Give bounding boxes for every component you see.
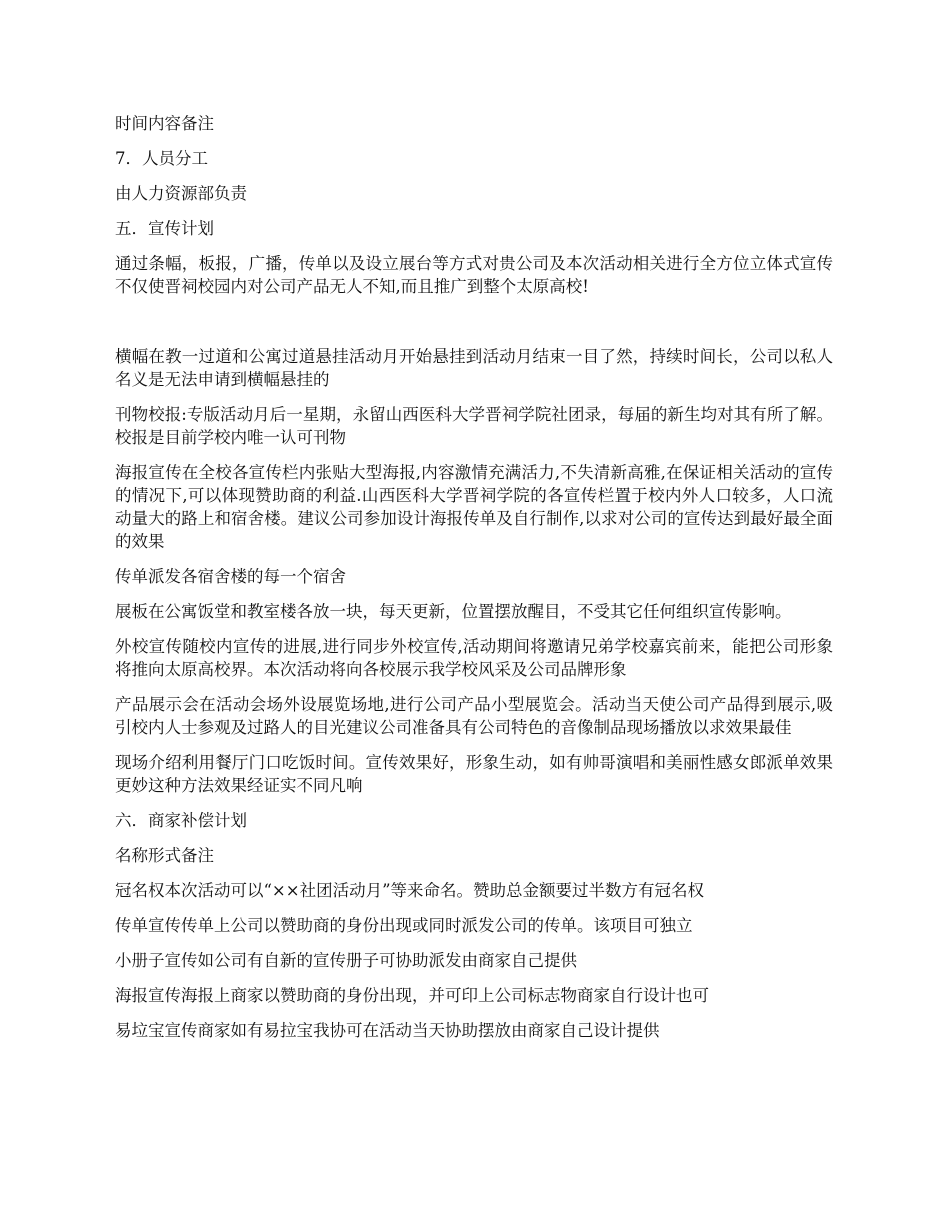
paragraph-display-board: 展板在公寓饭堂和教室楼各放一块，每天更新，位置摆放醒目，不受其它任何组织宣传影响。 bbox=[115, 602, 792, 621]
heading-publicity-plan: 五．宣传计划 bbox=[115, 219, 214, 238]
heading-staff-division: 7．人员分工 bbox=[115, 149, 208, 168]
paragraph-hr-responsible: 由人力资源部负责 bbox=[115, 184, 247, 203]
paragraph-product-exhibition: 产品展示会在活动会场外设展览场地,进行公司产品小型展览会。活动当天使公司产品得到展示,吸引校内人士参观及过路人的目光建议公司准备具有公司特色的音像制品现场播放以求效果最佳 bbox=[115, 695, 833, 737]
paragraph-poster-publicity: 海报宣传在全校各宣传栏内张贴大型海报,内容激情充满活力,不失清新高雅,在保证相关活动的宣传的情况下,可以体现赞助商的利益.山西医科大学晋祠学院的各宣传栏置于校内外人口较多，人口流动量大的路上和宿舍楼。建议公司参加设计海报传单及自行制作,以求对公司的宣传达到最好最全面的效果 bbox=[115, 463, 833, 551]
paragraph-time-content-notes: 时间内容备注 bbox=[115, 114, 214, 133]
paragraph-flyer-publicity: 传单宣传传单上公司以赞助商的身份出现或同时派发公司的传单。该项目可独立 bbox=[115, 916, 693, 935]
paragraph-brochure-publicity: 小册子宣传如公司有自新的宣传册子可协助派发由商家自己提供 bbox=[115, 951, 577, 970]
heading-merchant-compensation: 六．商家补偿计划 bbox=[115, 811, 247, 830]
paragraph-name-form-notes: 名称形式备注 bbox=[115, 846, 214, 865]
paragraph-onsite-introduction: 现场介绍利用餐厅门口吃饭时间。宣传效果好，形象生动，如有帅哥演唱和美丽性感女郎派单效果更妙这种方法效果经证实不同凡响 bbox=[115, 753, 833, 795]
paragraph-publicity-overview: 通过条幅，板报，广播，传单以及设立展台等方式对贵公司及本次活动相关进行全方位立体式宣传不仅使晋祠校园内对公司产品无人不知,而且推广到整个太原高校! bbox=[115, 254, 833, 296]
document-body bbox=[115, 112, 833, 1054]
paragraph-rollup-banner: 易垃宝宣传商家如有易拉宝我协可在活动当天协助摆放由商家自己设计提供 bbox=[115, 1021, 660, 1040]
paragraph-poster-sponsor: 海报宣传海报上商家以赞助商的身份出现，并可印上公司标志物商家自行设计也可 bbox=[115, 986, 709, 1005]
paragraph-naming-rights: 冠名权本次活动可以“××社团活动月”等来命名。赞助总金额要过半数方有冠名权 bbox=[115, 881, 705, 900]
paragraph-external-publicity: 外校宣传随校内宣传的进展,进行同步外校宣传,活动期间将邀请兄弟学校嘉宾前来，能把公司形象将推向太原高校界。本次活动将向各校展示我学校风采及公司品牌形象 bbox=[115, 637, 833, 679]
paragraph-school-newspaper: 刊物校报:专版活动月后一星期，永留山西医科大学晋祠学院社团录，每届的新生均对其有所了解。校报是目前学校内唯一认可刊物 bbox=[115, 405, 833, 447]
paragraph-flyer-distribution: 传单派发各宿舍楼的每一个宿舍 bbox=[115, 567, 346, 586]
paragraph-banner: 横幅在教一过道和公寓过道悬挂活动月开始悬挂到活动月结束一目了然，持续时间长，公司以私人名义是无法申请到横幅悬挂的 bbox=[115, 347, 833, 389]
